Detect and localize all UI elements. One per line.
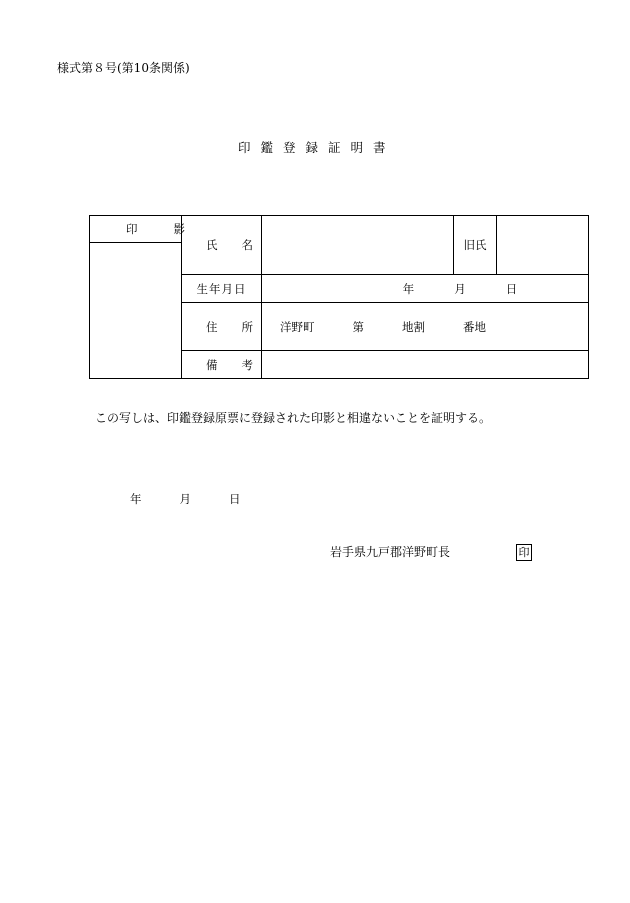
address-dai: 第 bbox=[352, 319, 364, 334]
remarks-label: 備考 bbox=[182, 351, 262, 379]
seal-impression-header: 印影 bbox=[90, 216, 182, 243]
seal-impression-area bbox=[90, 243, 182, 379]
dob-value bbox=[262, 275, 589, 303]
address-town: 洋野町 bbox=[280, 319, 315, 334]
certification-statement: この写しは、印鑑登録原票に登録された印影と相違ないことを証明する。 bbox=[95, 411, 492, 425]
issue-day: 日 bbox=[229, 492, 241, 506]
certificate-table bbox=[89, 215, 589, 379]
dob-month: 月 bbox=[454, 281, 466, 296]
dob-label: 生年月日 bbox=[182, 275, 262, 303]
dob-year: 年 bbox=[402, 281, 415, 296]
issue-year: 年 bbox=[130, 492, 142, 506]
name-value-cell bbox=[262, 216, 454, 275]
mayor-title: 岩手県九戸郡洋野町長 bbox=[330, 545, 451, 559]
maiden-name-label: 旧氏 bbox=[454, 216, 497, 275]
address-value bbox=[262, 303, 589, 351]
name-label: 氏名 bbox=[182, 216, 262, 275]
issue-month: 月 bbox=[179, 492, 191, 506]
official-seal-mark: 印 bbox=[516, 544, 532, 561]
form-number: 様式第８号(第10条関係) bbox=[57, 61, 190, 75]
dob-day: 日 bbox=[505, 281, 518, 296]
address-banchi: 番地 bbox=[463, 319, 486, 334]
address-label: 住所 bbox=[182, 303, 262, 351]
remarks-value-cell bbox=[262, 351, 589, 379]
document-title: 印鑑登録証明書 bbox=[238, 140, 396, 155]
issue-date bbox=[130, 492, 241, 506]
maiden-name-value-cell bbox=[497, 216, 589, 275]
address-chiwari: 地割 bbox=[402, 319, 425, 334]
